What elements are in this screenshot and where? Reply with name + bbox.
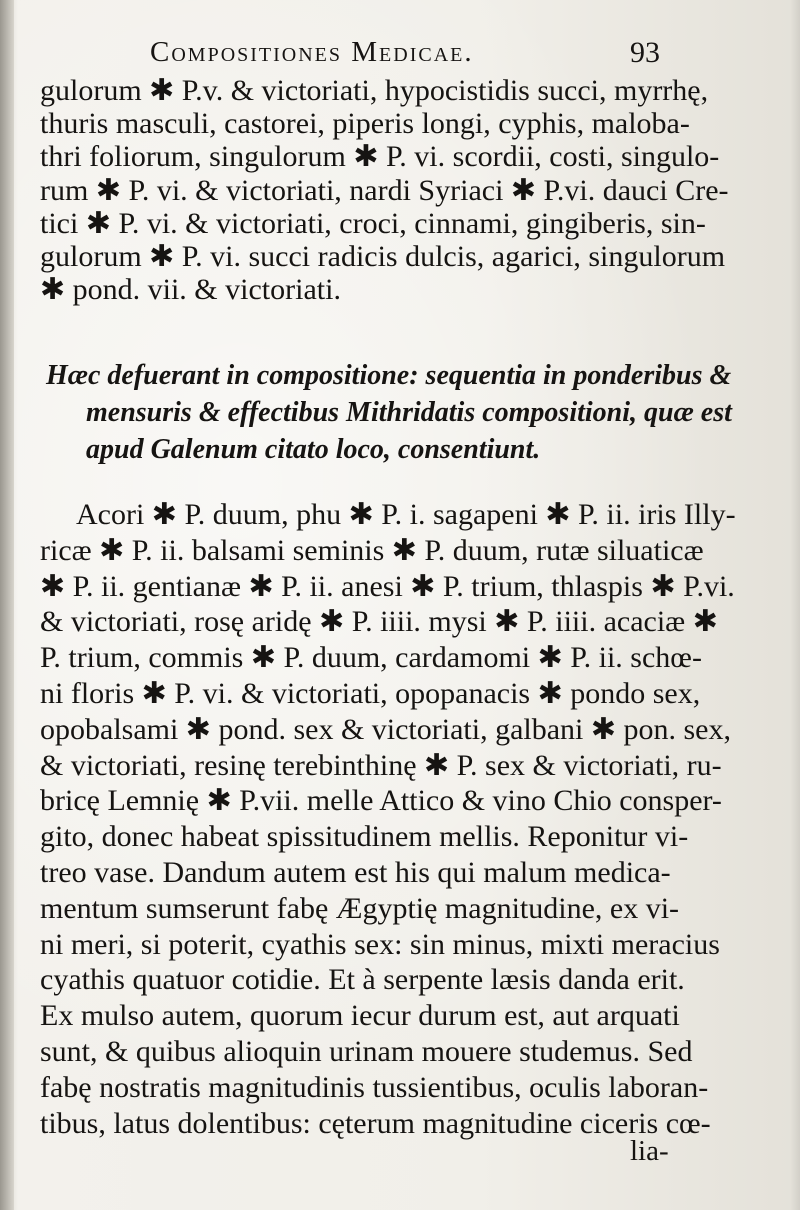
text-line: thri foliorum, singulorum ✱ P. vi. scordii, costi, singulo- bbox=[40, 140, 720, 174]
note-line: Hæc defuerant in compositione: sequentia in ponderibus & bbox=[46, 360, 732, 391]
text-line: ✱ pond. vii. & victoriati. bbox=[40, 273, 341, 307]
page-edge-shadow bbox=[790, 0, 800, 1210]
text-line: sunt, & quibus alioquin urinam mouere studemus. Sed bbox=[40, 1034, 693, 1068]
text-line: thuris masculi, castorei, piperis longi, cyphis, maloba- bbox=[40, 107, 690, 141]
text-line: ni floris ✱ P. vi. & victoriati, opopanacis ✱ pondo sex, bbox=[40, 676, 701, 710]
note-line: mensuris & effectibus Mithridatis compositioni, quæ est bbox=[86, 397, 732, 428]
text-line: Acori ✱ P. duum, phu ✱ P. i. sagapeni ✱ P. ii. iris Illy- bbox=[76, 498, 736, 531]
text-line: gito, donec habeat spissitudinem mellis. Reponitur vi- bbox=[40, 820, 689, 854]
text-line: Ex mulso autem, quorum iecur durum est, aut arquati bbox=[40, 999, 680, 1033]
text-line: ricæ ✱ P. ii. balsami seminis ✱ P. duum, rutæ siluaticæ bbox=[40, 533, 704, 567]
text-line: cyathis quatuor cotidie. Et à serpente læsis danda erit. bbox=[40, 963, 685, 997]
text-line: mentum sumserunt fabę Ægyptię magnitudine, ex vi- bbox=[40, 891, 680, 925]
note-line: apud Galenum citato loco, consentiunt. bbox=[86, 434, 541, 465]
text-line: bricę Lemnię ✱ P.vii. melle Attico & vino Chio consper- bbox=[40, 784, 722, 818]
text-line: gulorum ✱ P.v. & victoriati, hypocistidis succi, myrrhę, bbox=[40, 74, 709, 107]
text-line: ni meri, si poterit, cyathis sex: sin minus, mixti meracius bbox=[40, 927, 720, 961]
text-line: rum ✱ P. vi. & victoriati, nardi Syriaci ✱ P.vi. dauci Cre- bbox=[40, 173, 729, 207]
text-line: tibus, latus dolentibus: cęterum magnitudine ciceris cœ- bbox=[40, 1106, 711, 1140]
paragraph-continued bbox=[40, 74, 729, 307]
text-line: & victoriati, resinę terebinthinę ✱ P. sex & victoriati, ru- bbox=[40, 748, 722, 782]
text-line: opobalsami ✱ pond. sex & victoriati, galbani ✱ pon. sex, bbox=[40, 712, 731, 746]
text-line: treo vase. Dandum autem est his qui malum medica- bbox=[40, 855, 671, 889]
text-line: tici ✱ P. vi. & victoriati, croci, cinnami, gingiberis, sin- bbox=[40, 206, 706, 240]
catchword: lia- bbox=[630, 1135, 669, 1167]
text-line: ✱ P. ii. gentianæ ✱ P. ii. anesi ✱ P. trium, thlaspis ✱ P.vi. bbox=[40, 569, 735, 603]
text-line: & victoriati, rosę aridę ✱ P. iiii. mysi ✱ P. iiii. acaciæ ✱ bbox=[40, 605, 718, 639]
text-line: gulorum ✱ P. vi. succi radicis dulcis, agarici, singulorum bbox=[40, 239, 726, 273]
running-title: Compositiones Medicae. bbox=[150, 36, 474, 68]
text-line: P. trium, commis ✱ P. duum, cardamomi ✱ P. ii. schœ- bbox=[40, 641, 702, 675]
main-paragraph bbox=[40, 497, 736, 1141]
page-gutter-shadow bbox=[0, 0, 14, 1210]
page-number: 93 bbox=[630, 36, 660, 69]
text-line: fabę nostratis magnitudinis tussientibus, oculis laboran- bbox=[40, 1070, 709, 1104]
italic-note bbox=[46, 357, 732, 468]
